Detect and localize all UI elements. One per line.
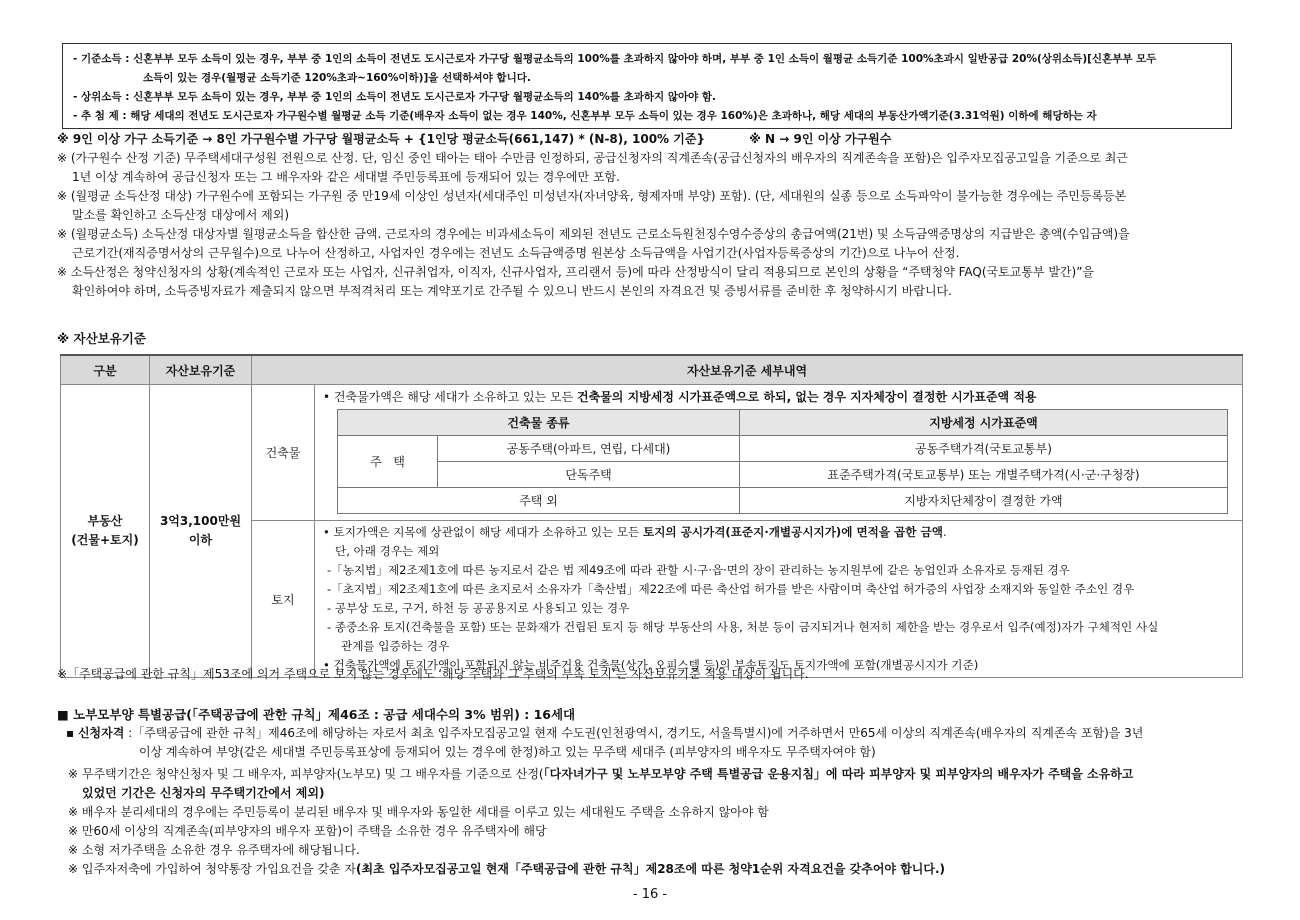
income-notes: ※ (가구원수 산정 기준) 무주택세대구성원 전원으로 산정. 단, 임신 중인 태아는 태아 수만큼 인정하되, 공급신청자의 직계존속(공급신청자의 배우자의 직계존속을 포함)은 입주자모집공고일을 기준으로 최근 1년 이상 계속하여 공급신청자 또는 그 배우자와 같은 세대별 주민등록표에 등재되어 있는 경우에만 포함. ※ (월평균 소득산정 대상) 가구원수에 포함되는 가구원 중 만19세 이상인 성년자(세대주인 미성년자(자녀양육, 형제자매 부양) 포함). (단, 세대원의 실종 등으로 소득파악이 불가능한 경우에는 주민등록등본 말소를 확인하고 소득산정 대상에서 제외) ※ (월평균소득) 소득산정 대상자별 월평균소득을 합산한 금액. 근로자의 경우에는 비과세소득이 제외된 전년도 근로소득원천징수영수증상의 총급여액(21번) 및 소득금액증명상의 지급받은 총액(수입금액)을 근로기간(재직증명서상의 근무월수)으로 나누어 산정하고, 사업자인 경우에는 전년도 소득금액증명 원본상 소득금액을 사업기간(사업자등록증상의 기간)으로 나누어 산정. ※ 소득산정은 청약신청자의 상황(계속적인 근로자 또는 사업자, 신규취업자, 이직자, 신규사업자, 프리랜서 등)에 따라 산정방식이 달리 적용되므로 본인의 상황을 “주택청약 FAQ(국토교통부 발간)”을 확인하여야 하며, 소득증빙자료가 제출되지 않으면 부적격처리 또는 계약포기로 간주될 수 있으니 반드시 본인의 자격요건 및 증빙서류를 준비한 후 청약하시기 바랍니다. <box>57 151 1130 298</box>
land-details: • 토지가액은 지목에 상관없이 해당 세대가 소유하고 있는 모든 토지의 공시가격(표준지·개별공시지가)에 면적을 곱한 금액. 단, 아래 경우는 제외 -「농지법」제2조제1호에 따른 농지로서 같은 법 제49조에 따라 관할 시·구·읍·면의 장이 관리하는 농지원부에 같은 농업인과 소유자로 등재된 경우 -「초지법」제2조제1호에 따른 초지로서 소유자가「축산법」제22조에 따른 축산업 허가를 받은 사람이며 축산업 허가증의 사업장 소재지와 동일한 주소인 경우 - 공부상 도로, 구거, 하천 등 공공용지로 사용되고 있는 경우 - 종중소유 토지(건축물을 포함) 또는 문화재가 건립된 토지 등 해당 부동산의 사용, 처분 등이 금지되거나 현저히 제한을 받는 경우로서 입주(예정)자가 구체적인 사실 관계를 입증하는 경우 • 건축물가액에 토지가액이 포함되지 않는 비주거용 건축물(상가, 오피스텔 등)의 부속토지도 토지가액에 포함(개별공시지가 기준) <box>315 521 1243 678</box>
category-cell: 부동산 (건물+토지) <box>61 385 150 678</box>
qualification-bullet: ▪ <box>66 726 75 740</box>
elderly-notes: ※ 무주택기간은 청약신청자 및 그 배우자, 피부양자(노부모) 및 그 배우자를 기준으로 산정(「다자녀가구 및 노부모부양 주택 특별공급 운용지침」에 따라 피부양자 및 피부양자의 배우자가 주택을 소유하고 있었던 기간은 신청자의 무주택기간에서 제외) ※ 배우자 분리세대의 경우에는 주민등록이 분리된 배우자 및 배우자와 동일한 세대를 이루고 있는 세대원도 주택을 소유하지 않아야 함 ※ 만60세 이상의 직계존속(피부양자의 배우자 포함)이 주택을 소유한 경우 유주택자에 해당 ※ 소형 저가주택을 소유한 경우 유주택자에 해당됩니다. ※ 입주자저축에 가입하여 청약통장 가입요건을 갖춘 자(최초 입주자모집공고일 현재「주택공급에 관한 규칙」제28조에 따른 청약1순위 자격요건을 갖추어야 합니다.) <box>68 767 1134 876</box>
limit-cell: 3억3,100만원 이하 <box>150 385 252 678</box>
elderly-title: ■ 노부모부양 특별공급(「주택공급에 관한 규칙」제46조 : 공급 세대수의 3% 범위) : 16세대 <box>57 707 576 722</box>
income-row-upper: - 상위소득 : 신혼부부 모두 소득이 있는 경우, 부부 중 1인의 소득이 전년도 도시근로자 가구당 월평균소득의 140%를 초과하지 않아야 함. <box>73 91 717 103</box>
building-details <box>315 385 1243 521</box>
elderly-qualification: ▪ 신청자격 :「주택공급에 관한 규칙」제46조에 해당하는 자로서 최초 입주자모집공고일 현재 수도권(인천광역시, 경기도, 서울특별시)에 거주하면서 만65세 이상의 직계존속(배우자의 직계존속 포함)을 3년 이상 계속하여 부양(같은 세대별 주민등록표상에 등재되어 있는 경우에 한정)하고 있는 무주택 세대주 (피부양자의 배우자도 무주택자여야 함) <box>66 726 1144 759</box>
building-type-table: 건축물 종류 지방세정 시가표준액 주 택 공동주택(아파트, 연립, 다세대) 공동주택가격(국토교통부) 단독주택 표준주택가격(국토교통부) 또는 개별주택가격(시·군·구청장) 주택 외 지방자치단체장이 결정한 가액 <box>337 409 1228 514</box>
income-criteria-box <box>62 43 1232 129</box>
building-label: 건축물 <box>252 385 315 521</box>
land-label: 토지 <box>252 521 315 678</box>
asset-footnote: ※「주택공급에 관한 규칙」제53조에 의거 주택으로 보지 않는 경우에도 ‘해당 주택과 그 주택의 부속 토지’는 자산보유기준 적용 대상이 됩니다. <box>57 667 809 681</box>
header-details: 자산보유기준 세부내역 <box>252 355 1243 385</box>
income-row-base: - 기준소득 : 신혼부부 모두 소득이 있는 경우, 부부 중 1인의 소득이 전년도 도시근로자 가구당 월평균소득의 100%를 초과하지 않아야 하며, 부부 중 1인 소득이 월평균 소득기준 100%초과시 일반공급 20%(상위소득)[신혼부부 모두 <box>73 53 1157 65</box>
header-limit: 자산보유기준 <box>150 355 252 385</box>
house-label: 주 택 <box>338 436 438 488</box>
page-number: - 16 - <box>632 887 668 902</box>
asset-heading: ※ 자산보유기준 <box>57 331 146 346</box>
income-row-base-cont: 소득이 있는 경우(월평균 소득기준 120%초과~160%이하)]을 선택하셔야 합니다. <box>143 72 531 84</box>
large-household-note: ※ 9인 이상 가구 소득기준 → 8인 가구원수별 가구당 월평균소득 + {1인당 평균소득(661,147) * (N-8), 100% 기준} ※ N → 9인 이상 가구원수 <box>57 132 892 146</box>
income-row-lottery: - 추 첨 제 : 해당 세대의 전년도 도시근로자 가구원수별 월평균 소득 기준(배우자 소득이 없는 경우 140%, 신혼부부 모두 소득이 있는 경우 160%)은 초과하나, 해당 세대의 부동산가액기준(3.31억원) 이하에 해당하는 자 <box>73 110 1097 122</box>
asset-table <box>60 354 1243 678</box>
header-category: 구분 <box>61 355 150 385</box>
asset-table-header <box>61 355 1243 385</box>
building-intro: • 건축물가액은 해당 세대가 소유하고 있는 모든 건축물의 지방세정 시가표준액으로 하되, 없는 경우 지자체장이 결정한 시가표준액 적용 <box>323 390 1037 404</box>
